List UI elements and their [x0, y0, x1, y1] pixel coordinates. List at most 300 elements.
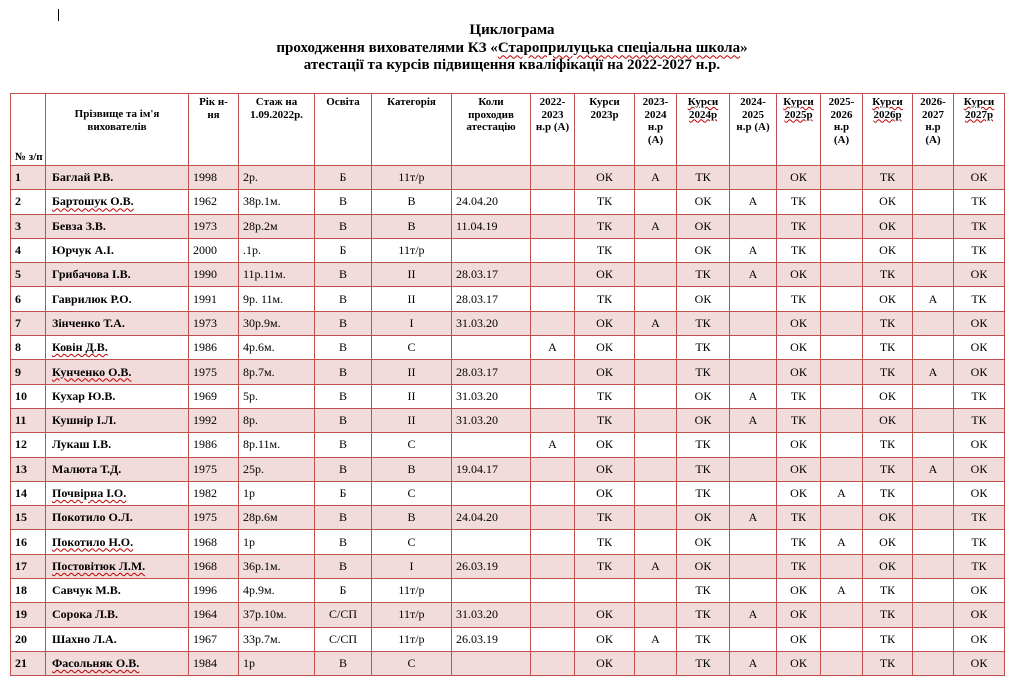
schedule-table	[10, 93, 1005, 676]
cell-kategoria: ІІ	[372, 263, 452, 287]
cell-atest-2023-2024	[635, 530, 677, 554]
cell-num: 11	[11, 408, 46, 432]
cell-osvita: В	[315, 384, 372, 408]
cell-koly: 28.03.17	[452, 287, 531, 311]
table-row	[11, 336, 1005, 360]
cell-name	[46, 287, 189, 311]
cell-num: 10	[11, 384, 46, 408]
cell-kategoria: І	[372, 554, 452, 578]
cell-stazh: 28р.6м	[239, 506, 315, 530]
cell-name	[46, 311, 189, 335]
cell-atest-2025-2026	[821, 627, 863, 651]
cell-num: 17	[11, 554, 46, 578]
cell-kursy-2027: ТК	[954, 408, 1005, 432]
cell-kategoria: 11т/р	[372, 603, 452, 627]
cell-atest-2026-2027	[913, 238, 954, 262]
cell-atest-2026-2027	[913, 336, 954, 360]
cell-kategoria: В	[372, 190, 452, 214]
cell-atest-2023-2024	[635, 579, 677, 603]
cell-kategoria: С	[372, 530, 452, 554]
cell-atest-2025-2026	[821, 263, 863, 287]
cell-kursy-2025: ОК	[777, 651, 821, 675]
table-row	[11, 263, 1005, 287]
cell-atest-2026-2027	[913, 166, 954, 190]
cell-kursy-2023: ОК	[575, 603, 635, 627]
cell-osvita: В	[315, 214, 372, 238]
cell-atest-2026-2027: А	[913, 457, 954, 481]
cell-year: 1969	[189, 384, 239, 408]
cell-atest-2025-2026	[821, 457, 863, 481]
cell-kursy-2024: ОК	[677, 287, 730, 311]
table-row	[11, 408, 1005, 432]
cell-osvita: В	[315, 287, 372, 311]
cell-year: 1991	[189, 287, 239, 311]
name-text: Лукаш І.В.	[52, 437, 112, 452]
cell-kategoria: ІІ	[372, 287, 452, 311]
cell-kursy-2026: ТК	[863, 166, 913, 190]
cell-atest-2022-2023	[531, 360, 575, 384]
cell-osvita: В	[315, 190, 372, 214]
cell-atest-2026-2027	[913, 384, 954, 408]
name-text: Кухар Ю.В.	[52, 388, 116, 403]
table-body	[11, 166, 1005, 676]
cell-atest-2023-2024: А	[635, 214, 677, 238]
text-cursor	[58, 9, 59, 21]
name-text: Фасольняк О.В.	[52, 656, 140, 671]
cell-name	[46, 651, 189, 675]
table-row	[11, 360, 1005, 384]
cell-atest-2022-2023	[531, 530, 575, 554]
cell-stazh: 8р.11м.	[239, 433, 315, 457]
cell-name	[46, 433, 189, 457]
name-text: Сорока Л.В.	[52, 607, 119, 622]
cell-atest-2026-2027	[913, 554, 954, 578]
cell-kategoria: В	[372, 457, 452, 481]
cell-atest-2024-2025: А	[730, 651, 777, 675]
cell-atest-2025-2026: А	[821, 530, 863, 554]
cell-name	[46, 506, 189, 530]
cell-kursy-2024: ТК	[677, 627, 730, 651]
cell-num: 13	[11, 457, 46, 481]
name-text: Юрчук А.І.	[52, 243, 114, 258]
cell-num: 15	[11, 506, 46, 530]
cell-kursy-2023: ОК	[575, 166, 635, 190]
cell-kursy-2027: ОК	[954, 336, 1005, 360]
cell-osvita: В	[315, 457, 372, 481]
cell-kursy-2027: ОК	[954, 166, 1005, 190]
cell-osvita: Б	[315, 238, 372, 262]
name-text: Бевза З.В.	[52, 218, 106, 233]
cell-kategoria: С	[372, 481, 452, 505]
table-row	[11, 287, 1005, 311]
cell-kursy-2026: ОК	[863, 554, 913, 578]
cell-osvita: В	[315, 651, 372, 675]
cell-koly	[452, 433, 531, 457]
cell-atest-2022-2023	[531, 190, 575, 214]
cell-koly: 31.03.20	[452, 311, 531, 335]
cell-kursy-2026: ОК	[863, 530, 913, 554]
cell-kursy-2025: ТК	[777, 214, 821, 238]
cell-atest-2022-2023	[531, 579, 575, 603]
cell-kursy-2027: ОК	[954, 457, 1005, 481]
cell-atest-2024-2025	[730, 336, 777, 360]
cell-kursy-2026: ТК	[863, 263, 913, 287]
cell-kursy-2023: ТК	[575, 530, 635, 554]
cell-kursy-2023: ТК	[575, 384, 635, 408]
cell-num: 5	[11, 263, 46, 287]
name-text: Почвірна І.О.	[52, 486, 127, 500]
cell-kursy-2027: ОК	[954, 579, 1005, 603]
header-atest-2024-2025: 2024-2025 н.р (А)	[730, 94, 777, 166]
cell-stazh: 38р.1м.	[239, 190, 315, 214]
cell-kursy-2026: ОК	[863, 190, 913, 214]
header-atest-2022-2023: 2022-2023 н.р (А)	[531, 94, 575, 166]
header-num: № з/п	[11, 94, 46, 166]
cell-atest-2026-2027	[913, 579, 954, 603]
cell-koly: 24.04.20	[452, 506, 531, 530]
cell-year: 1964	[189, 603, 239, 627]
cell-koly	[452, 166, 531, 190]
cell-atest-2022-2023	[531, 651, 575, 675]
header-atest-2026-2027: 2026-2027 н.р (А)	[913, 94, 954, 166]
table-row	[11, 651, 1005, 675]
cell-kursy-2023: ОК	[575, 360, 635, 384]
cell-kursy-2023: ТК	[575, 190, 635, 214]
cell-atest-2023-2024	[635, 336, 677, 360]
cell-kursy-2024: ОК	[677, 408, 730, 432]
header-koly: Коли проходив атестацію	[452, 94, 531, 166]
cell-kategoria: С	[372, 336, 452, 360]
cell-kursy-2025: ОК	[777, 579, 821, 603]
cell-atest-2024-2025: А	[730, 506, 777, 530]
cell-koly: 26.03.19	[452, 627, 531, 651]
name-text: Кушнір І.Л.	[52, 413, 117, 428]
cell-atest-2024-2025	[730, 214, 777, 238]
cell-kursy-2027: ТК	[954, 190, 1005, 214]
cell-osvita: В	[315, 263, 372, 287]
cell-atest-2022-2023: А	[531, 336, 575, 360]
cell-atest-2022-2023	[531, 287, 575, 311]
cell-atest-2024-2025: А	[730, 408, 777, 432]
cell-name	[46, 457, 189, 481]
cell-atest-2022-2023: А	[531, 433, 575, 457]
cell-name	[46, 481, 189, 505]
cell-stazh: 1р	[239, 651, 315, 675]
cell-atest-2025-2026	[821, 603, 863, 627]
cell-atest-2025-2026	[821, 166, 863, 190]
cell-kursy-2024: ОК	[677, 530, 730, 554]
name-text: Малюта Т.Д.	[52, 461, 122, 476]
cell-atest-2025-2026	[821, 190, 863, 214]
table-row	[11, 457, 1005, 481]
cell-kursy-2025: ОК	[777, 457, 821, 481]
cell-kursy-2024: ТК	[677, 263, 730, 287]
cell-atest-2025-2026	[821, 433, 863, 457]
cell-atest-2024-2025	[730, 433, 777, 457]
cell-koly: 19.04.17	[452, 457, 531, 481]
cell-kursy-2027: ОК	[954, 481, 1005, 505]
cell-atest-2025-2026	[821, 554, 863, 578]
cell-kursy-2024: ТК	[677, 336, 730, 360]
cell-year: 1975	[189, 360, 239, 384]
cell-num: 16	[11, 530, 46, 554]
cell-year: 1975	[189, 457, 239, 481]
cell-atest-2023-2024	[635, 481, 677, 505]
cell-atest-2022-2023	[531, 238, 575, 262]
cell-num: 4	[11, 238, 46, 262]
cell-atest-2022-2023	[531, 408, 575, 432]
cell-kursy-2025: ОК	[777, 433, 821, 457]
cell-kursy-2025: ОК	[777, 360, 821, 384]
cell-kursy-2024: ТК	[677, 481, 730, 505]
table-row	[11, 214, 1005, 238]
cell-atest-2025-2026: А	[821, 579, 863, 603]
cell-kursy-2025: ТК	[777, 384, 821, 408]
cell-atest-2025-2026	[821, 651, 863, 675]
cell-kursy-2025: ТК	[777, 506, 821, 530]
header-osvita: Освіта	[315, 94, 372, 166]
cell-kursy-2025: ОК	[777, 311, 821, 335]
cell-num: 18	[11, 579, 46, 603]
cell-kursy-2025: ТК	[777, 408, 821, 432]
cell-atest-2023-2024	[635, 408, 677, 432]
cell-koly: 26.03.19	[452, 554, 531, 578]
cell-name	[46, 603, 189, 627]
name-text: Ковін Д.В.	[52, 340, 108, 355]
title-line-2-pre: проходження вихователями КЗ «	[276, 39, 498, 56]
cell-kategoria: 11т/р	[372, 166, 452, 190]
cell-kategoria: ІІ	[372, 360, 452, 384]
name-text: Покотило Н.О.	[52, 534, 134, 549]
cell-kursy-2027: ТК	[954, 554, 1005, 578]
cell-year: 1973	[189, 311, 239, 335]
cell-name	[46, 384, 189, 408]
cell-atest-2024-2025: А	[730, 603, 777, 627]
table-row	[11, 311, 1005, 335]
cell-num: 12	[11, 433, 46, 457]
cell-atest-2026-2027	[913, 603, 954, 627]
cell-atest-2022-2023	[531, 506, 575, 530]
cell-kursy-2026: ОК	[863, 287, 913, 311]
cell-atest-2024-2025: А	[730, 263, 777, 287]
cell-name	[46, 554, 189, 578]
cell-atest-2023-2024: А	[635, 627, 677, 651]
header-kursy-2025: Курси 2025р	[777, 94, 821, 166]
cell-osvita: В	[315, 336, 372, 360]
cell-atest-2026-2027	[913, 506, 954, 530]
cell-year: 1986	[189, 336, 239, 360]
cell-kursy-2025: ОК	[777, 603, 821, 627]
cell-osvita: Б	[315, 481, 372, 505]
cell-koly	[452, 481, 531, 505]
table-row	[11, 384, 1005, 408]
cell-atest-2024-2025: А	[730, 190, 777, 214]
cell-osvita: В	[315, 530, 372, 554]
cell-koly	[452, 579, 531, 603]
cell-kursy-2027: ТК	[954, 214, 1005, 238]
cell-kursy-2023	[575, 579, 635, 603]
cell-kursy-2024: ОК	[677, 238, 730, 262]
cell-num: 1	[11, 166, 46, 190]
cell-kursy-2026: ТК	[863, 457, 913, 481]
cell-kursy-2026: ТК	[863, 433, 913, 457]
cell-kursy-2024: ТК	[677, 433, 730, 457]
cell-kursy-2024: ОК	[677, 384, 730, 408]
cell-kursy-2026: ОК	[863, 384, 913, 408]
cell-kategoria: І	[372, 311, 452, 335]
cell-koly: 31.03.20	[452, 408, 531, 432]
cell-atest-2026-2027	[913, 481, 954, 505]
header-atest-2025-2026: 2025-2026 н.р (А)	[821, 94, 863, 166]
cell-koly: 24.04.20	[452, 190, 531, 214]
cell-osvita: В	[315, 311, 372, 335]
header-kursy-2023: Курси 2023р	[575, 94, 635, 166]
name-text: Зінченко Т.А.	[52, 315, 125, 330]
table-row	[11, 190, 1005, 214]
cell-atest-2026-2027	[913, 263, 954, 287]
cell-atest-2025-2026	[821, 336, 863, 360]
cell-year: 1998	[189, 166, 239, 190]
cell-kursy-2026: ОК	[863, 506, 913, 530]
cell-kursy-2027: ОК	[954, 651, 1005, 675]
header-kursy-2026: Курси 2026р	[863, 94, 913, 166]
cell-atest-2022-2023	[531, 263, 575, 287]
cell-kursy-2025: ТК	[777, 190, 821, 214]
cell-num: 2	[11, 190, 46, 214]
header-stazh: Стаж на 1.09.2022р.	[239, 94, 315, 166]
cell-atest-2022-2023	[531, 384, 575, 408]
cell-stazh: 2р.	[239, 166, 315, 190]
cell-stazh: 25р.	[239, 457, 315, 481]
cell-kursy-2024: ТК	[677, 166, 730, 190]
cell-kursy-2025: ОК	[777, 263, 821, 287]
cell-koly: 28.03.17	[452, 360, 531, 384]
cell-atest-2025-2026	[821, 287, 863, 311]
cell-kursy-2027: ТК	[954, 287, 1005, 311]
title-line-1: Циклограма	[469, 22, 555, 38]
cell-num: 7	[11, 311, 46, 335]
cell-kursy-2026: ОК	[863, 214, 913, 238]
cell-kategoria: 11т/р	[372, 627, 452, 651]
cell-atest-2024-2025	[730, 287, 777, 311]
cell-kursy-2025: ОК	[777, 166, 821, 190]
cell-atest-2024-2025	[730, 627, 777, 651]
cell-kursy-2023: ОК	[575, 263, 635, 287]
cell-kursy-2026: ТК	[863, 311, 913, 335]
name-text: Гаврилюк Р.О.	[52, 291, 132, 306]
cell-kursy-2024: ТК	[677, 651, 730, 675]
table-row	[11, 433, 1005, 457]
cell-kursy-2026: ТК	[863, 336, 913, 360]
cell-atest-2023-2024: А	[635, 311, 677, 335]
cell-osvita: В	[315, 506, 372, 530]
cell-year: 2000	[189, 238, 239, 262]
cell-kategoria: ІІ	[372, 408, 452, 432]
cell-stazh: 1р	[239, 481, 315, 505]
cell-osvita: С/СП	[315, 603, 372, 627]
table-row	[11, 579, 1005, 603]
cell-atest-2026-2027	[913, 214, 954, 238]
cell-num: 19	[11, 603, 46, 627]
cell-year: 1967	[189, 627, 239, 651]
cell-atest-2023-2024	[635, 360, 677, 384]
cell-atest-2026-2027	[913, 408, 954, 432]
cell-atest-2024-2025: А	[730, 238, 777, 262]
cell-atest-2022-2023	[531, 481, 575, 505]
cell-osvita: В	[315, 554, 372, 578]
cell-koly	[452, 336, 531, 360]
cell-stazh: 30р.9м.	[239, 311, 315, 335]
cell-kursy-2023: ОК	[575, 481, 635, 505]
cell-kategoria: 11т/р	[372, 579, 452, 603]
cell-year: 1975	[189, 506, 239, 530]
cell-atest-2023-2024	[635, 603, 677, 627]
cell-name	[46, 627, 189, 651]
table-row	[11, 554, 1005, 578]
cell-num: 21	[11, 651, 46, 675]
cell-kursy-2025: ОК	[777, 336, 821, 360]
cell-kategoria: ІІ	[372, 384, 452, 408]
cell-kursy-2023: ОК	[575, 651, 635, 675]
cell-kursy-2025: ОК	[777, 481, 821, 505]
cell-kursy-2025: ТК	[777, 238, 821, 262]
cell-name	[46, 530, 189, 554]
cell-atest-2023-2024	[635, 263, 677, 287]
cell-kursy-2024: ОК	[677, 554, 730, 578]
cell-kursy-2027: ТК	[954, 530, 1005, 554]
cell-osvita: Б	[315, 166, 372, 190]
cell-stazh: 5р.	[239, 384, 315, 408]
cell-kursy-2023: ТК	[575, 506, 635, 530]
cell-kursy-2023: ТК	[575, 408, 635, 432]
header-name: Прізвище та ім'я вихователів	[46, 94, 189, 166]
cell-kategoria: С	[372, 651, 452, 675]
cell-kursy-2024: ТК	[677, 579, 730, 603]
cell-kursy-2023: ОК	[575, 433, 635, 457]
cell-atest-2023-2024	[635, 190, 677, 214]
cell-atest-2025-2026	[821, 408, 863, 432]
table-row	[11, 530, 1005, 554]
cell-atest-2025-2026	[821, 214, 863, 238]
table-row	[11, 238, 1005, 262]
cell-atest-2023-2024: А	[635, 166, 677, 190]
cell-name	[46, 166, 189, 190]
table-header-row	[11, 94, 1005, 166]
cell-kursy-2023: ТК	[575, 214, 635, 238]
cell-kategoria: 11т/р	[372, 238, 452, 262]
cell-atest-2023-2024: А	[635, 554, 677, 578]
cell-kursy-2023: ТК	[575, 554, 635, 578]
cell-atest-2025-2026	[821, 311, 863, 335]
cell-osvita: В	[315, 408, 372, 432]
cell-name	[46, 408, 189, 432]
cell-osvita: В	[315, 360, 372, 384]
cell-name	[46, 360, 189, 384]
cell-atest-2026-2027: А	[913, 360, 954, 384]
cell-stazh: 36р.1м.	[239, 554, 315, 578]
cell-year: 1973	[189, 214, 239, 238]
cell-kursy-2027: ОК	[954, 360, 1005, 384]
cell-atest-2023-2024	[635, 433, 677, 457]
cell-kursy-2025: ТК	[777, 554, 821, 578]
cell-kursy-2025: ОК	[777, 627, 821, 651]
cell-kursy-2026: ТК	[863, 360, 913, 384]
cell-stazh: 1р	[239, 530, 315, 554]
cell-kursy-2026: ТК	[863, 627, 913, 651]
title-line-3: атестації та курсів підвищення кваліфікації на 2022-2027 н.р.	[303, 57, 721, 73]
cell-atest-2022-2023	[531, 311, 575, 335]
cell-atest-2024-2025	[730, 311, 777, 335]
